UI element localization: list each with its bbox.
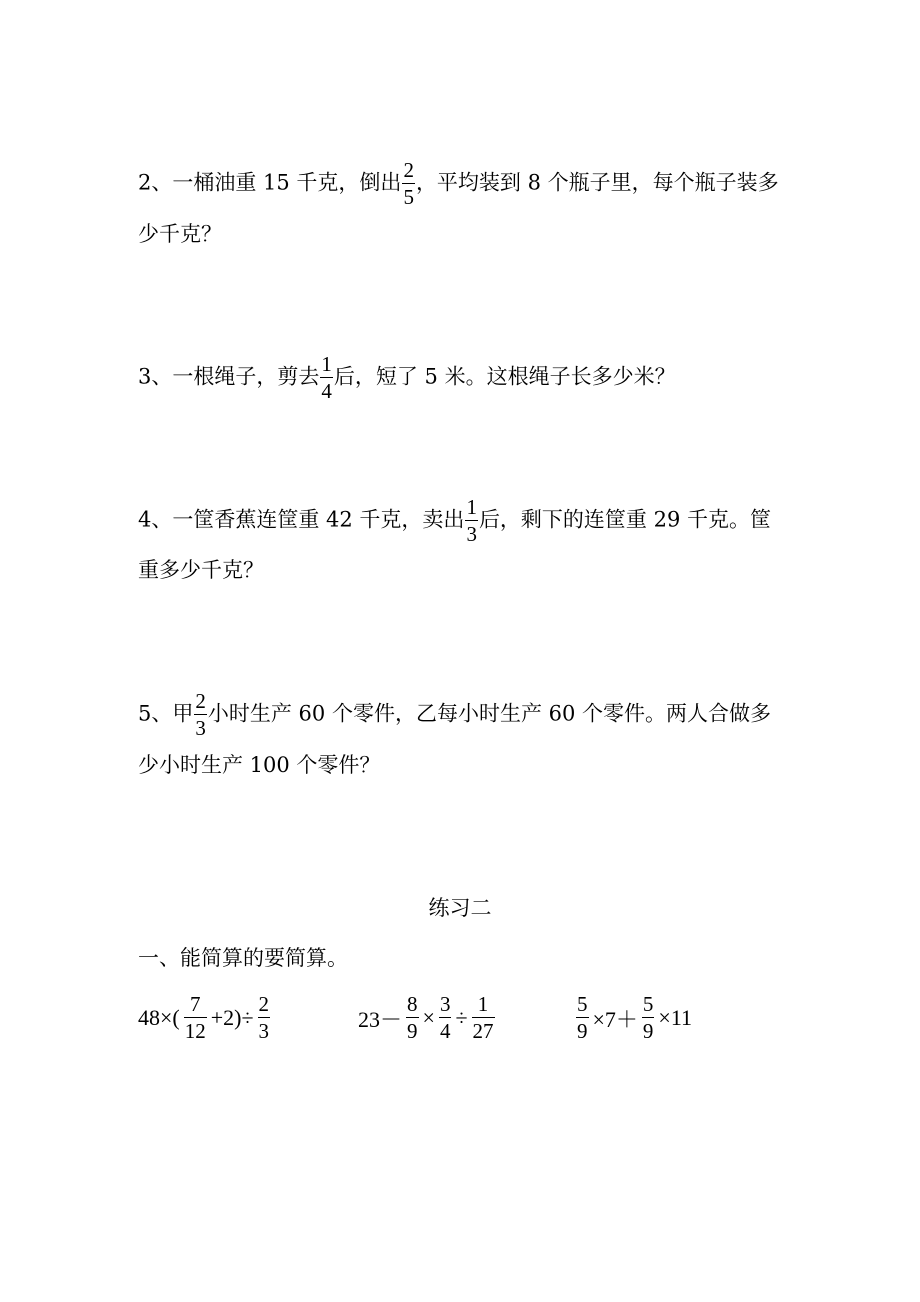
fraction-numerator: 5: [642, 992, 654, 1016]
problem-4-text-before: 4、一筐香蕉连筐重 42 千克，卖出: [138, 507, 465, 532]
problem-5-text-before: 5、甲: [138, 701, 194, 726]
problem-2-text-after: ，平均装到 8 个瓶子里，每个瓶子装多: [415, 170, 779, 195]
problem-3-line-1: [138, 352, 676, 403]
problem-4-fraction: [465, 497, 478, 545]
problem-5-fraction: [194, 691, 207, 739]
fraction-numerator: 8: [407, 992, 418, 1016]
fraction-denominator: 9: [407, 1019, 418, 1043]
fraction-denominator: 5: [403, 185, 414, 209]
fraction-denominator: 12: [184, 1019, 206, 1043]
problem-2-line-2: 少千克？: [138, 222, 222, 246]
problem-2-line-1: [138, 158, 779, 209]
fraction-denominator: 4: [439, 1019, 451, 1043]
fraction-denominator: 27: [472, 1019, 494, 1043]
fraction-numerator: 7: [184, 994, 207, 1018]
expression-3-fraction-1: [576, 994, 589, 1042]
expression-1-part-a: 48×(: [138, 1005, 180, 1030]
fraction-numerator: 2: [258, 992, 270, 1016]
expression-3-part-b: ×11: [658, 1005, 693, 1030]
fraction-denominator: 9: [577, 1019, 588, 1043]
fraction-denominator: 9: [642, 1019, 654, 1043]
fraction-numerator: 2: [195, 689, 206, 713]
expression-2-part-a: 23－: [358, 1006, 403, 1032]
expression-1-part-b: +2)÷: [210, 1005, 254, 1030]
problem-2-fraction: [402, 160, 415, 208]
fraction-numerator: 1: [321, 352, 332, 376]
fraction-numerator: 3: [439, 992, 451, 1016]
fraction-numerator: 1: [472, 994, 495, 1018]
sub-heading: 一、能简算的要简算。: [138, 946, 348, 970]
fraction-denominator: 4: [321, 379, 332, 403]
fraction-numerator: 2: [403, 158, 414, 182]
fraction-numerator: 5: [577, 992, 588, 1016]
problem-5-line-1: [138, 689, 772, 740]
problem-4-line-2: 重多少千克？: [138, 558, 264, 582]
problem-5-line-2: 少小时生产 100 个零件？: [138, 753, 381, 777]
expression-2-fraction-3: [472, 994, 495, 1042]
expression-2-part-b: ×: [422, 1005, 435, 1030]
problem-4-line-1: [138, 495, 772, 546]
expression-2-fraction-1: [406, 994, 419, 1042]
fraction-denominator: 3: [258, 1019, 270, 1043]
problem-3-fraction: [320, 354, 333, 402]
expression-3-part-a: ×7＋: [592, 1006, 638, 1032]
expression-2: [358, 990, 499, 1046]
problem-4-text-after: 后，剩下的连筐重 29 千克。筐: [478, 507, 772, 532]
fraction-denominator: 3: [195, 716, 206, 740]
expression-1-fraction-2: [258, 994, 271, 1042]
expression-2-fraction-2: [439, 994, 452, 1042]
problem-3-text-before: 3、一根绳子，剪去: [138, 364, 320, 389]
fraction-denominator: 3: [466, 522, 477, 546]
problem-5-text-after: 小时生产 60 个零件，乙每小时生产 60 个零件。两人合做多: [207, 701, 772, 726]
section-title: 练习二: [428, 896, 492, 920]
expression-3: [572, 990, 692, 1046]
expression-3-fraction-2: [642, 994, 655, 1042]
problem-2-text-before: 2、一桶油重 15 千克，倒出: [138, 170, 402, 195]
expression-1: [138, 990, 274, 1046]
problem-3-text-after: 后，短了 5 米。这根绳子长多少米？: [333, 364, 676, 389]
expression-2-part-c: ÷: [455, 1005, 468, 1030]
fraction-numerator: 1: [466, 495, 477, 519]
expression-1-fraction-1: [184, 994, 207, 1042]
